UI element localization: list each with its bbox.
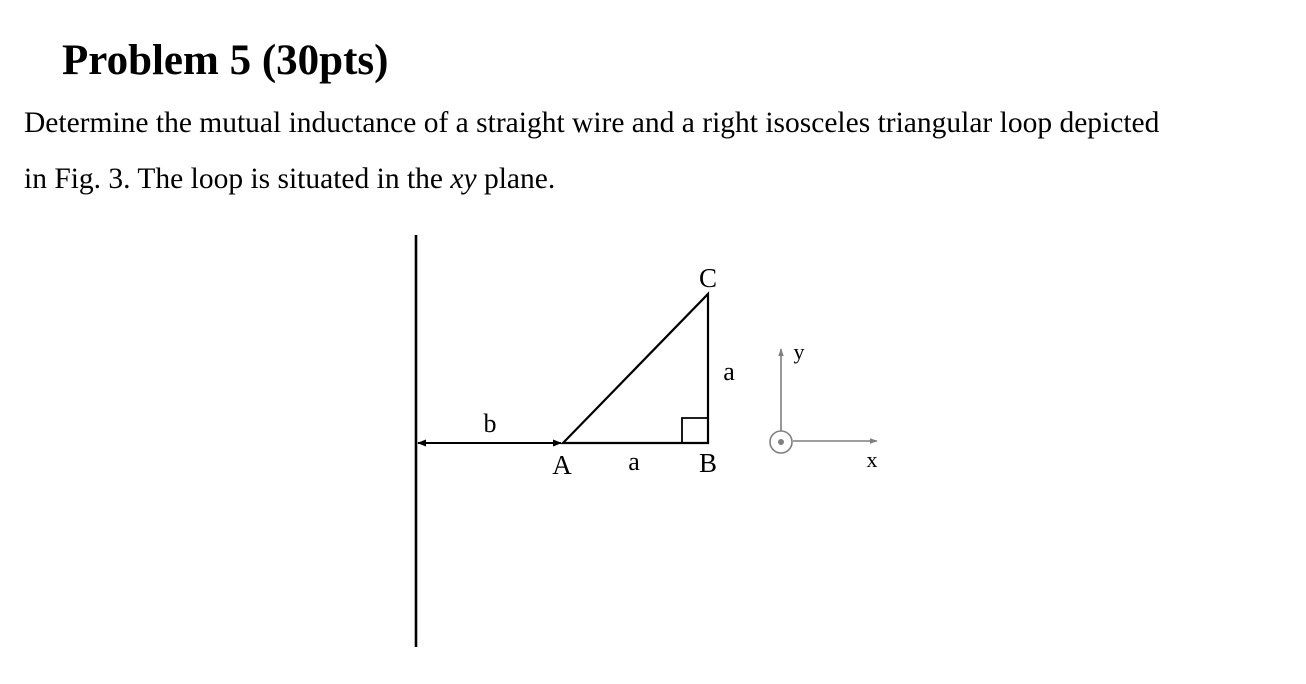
vertex-label-c: C — [698, 263, 718, 293]
problem-text-line-2-end: plane. — [476, 163, 556, 195]
plane-math-symbol: xy — [450, 163, 477, 195]
axis-label-y: y — [793, 339, 805, 364]
vertex-label-a: A — [552, 450, 572, 480]
side-length-a-vertical: a — [723, 357, 735, 386]
triangle-loop — [563, 294, 708, 443]
z-axis-dot-icon — [778, 439, 784, 445]
vertex-label-b: B — [698, 448, 718, 478]
problem-text-line-1: Determine the mutual inductance of a straight wire and a right isosceles triangular loop depicted — [24, 107, 1160, 139]
problem-title: Problem 5 (30pts) — [62, 37, 389, 84]
axis-label-x: x — [866, 447, 878, 472]
label-b: b — [483, 409, 497, 438]
side-length-a-horizontal: a — [628, 447, 640, 476]
problem-text-line-2-start: in Fig. 3. The loop is situated in the — [24, 163, 451, 195]
right-angle-marker — [682, 418, 708, 443]
